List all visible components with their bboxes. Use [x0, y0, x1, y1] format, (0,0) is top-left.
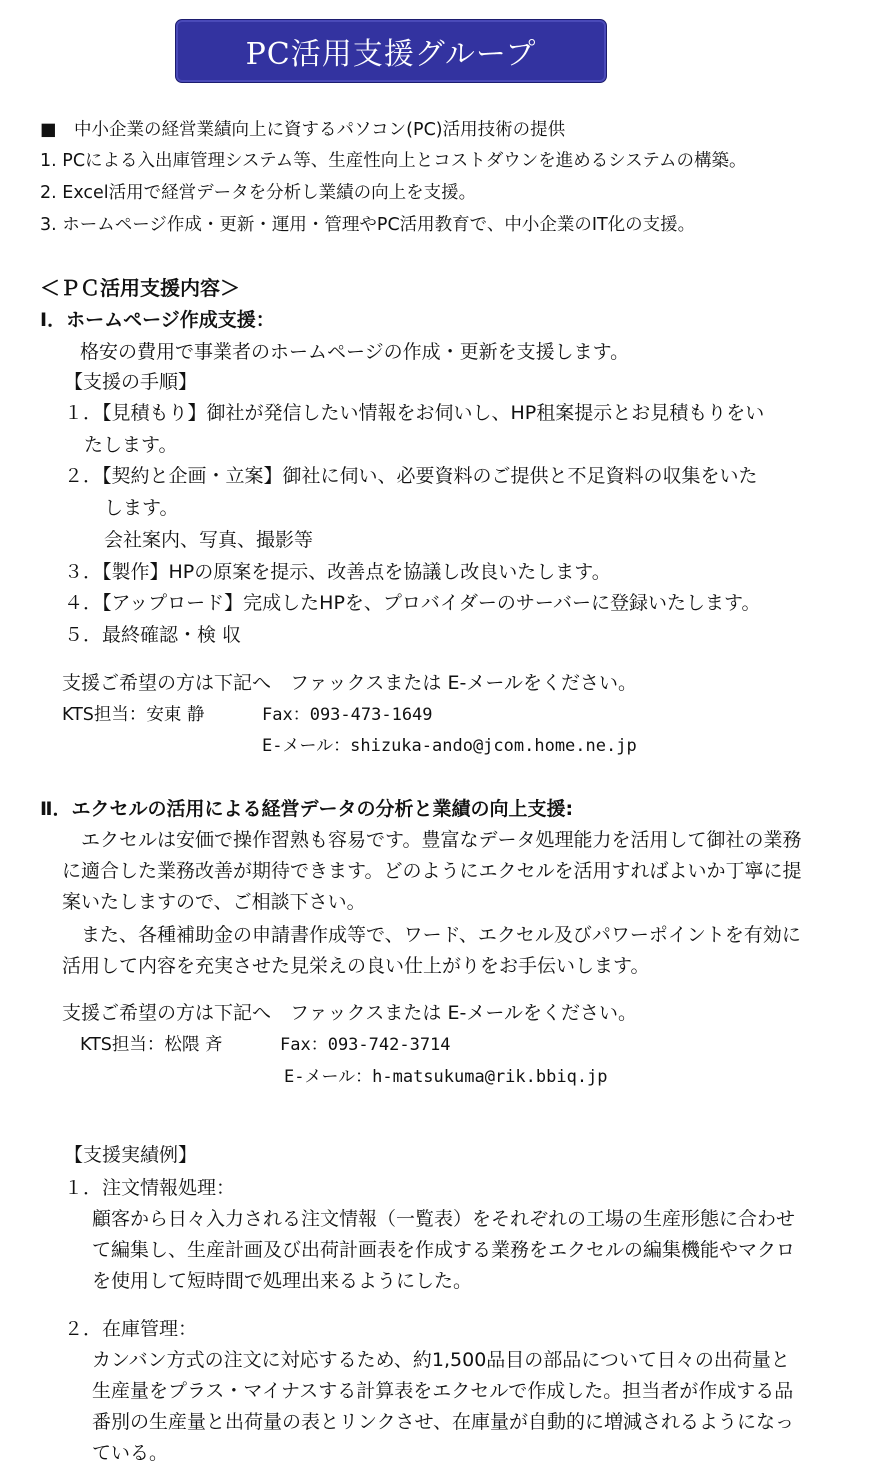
intro-item-1: 1. PCによる入出庫管理システム等、生産性向上とコストダウンを進めるシステムの構築。 [40, 151, 747, 171]
title-banner [175, 19, 607, 83]
intro-item-2: 2. Excel活用で経営データを分析し業績の向上を支援。 [40, 183, 477, 203]
section2-para1-line3: 案いたしますので、ご相談下さい。 [62, 891, 366, 913]
step-5-line1: ５．最終確認・検 収 [64, 624, 242, 646]
content-heading: ＜ＰＣ活用支援内容＞ [40, 276, 240, 300]
section2-contact-email: E-メール：h-matsukuma@rik.bbiq.jp [284, 1067, 608, 1087]
section1-contact-person: KTS担当：安東 静 [62, 705, 205, 725]
case-2-line2: 生産量をプラス・マイナスする計算表をエクセルで作成した。担当者が作成する品 [92, 1380, 794, 1402]
case-2-title: ２．在庫管理： [64, 1318, 198, 1340]
step-1-line2: たします。 [84, 434, 178, 456]
step-2-line1: ２．【契約と企画・立案】御社に伺い、必要資料のご提供と不足資料の収集をいた [64, 465, 758, 487]
section2-contact-lead: 支援ご希望の方は下記へ ファックスまたは E-メールをください。 [62, 1002, 637, 1024]
section1-steps-heading: 【支援の手順】 [64, 371, 198, 393]
page-title: PC活用支援グループ [245, 37, 537, 72]
section2-para1-line2: に適合した業務改善が期待できます。どのようにエクセルを活用すればよいか丁寧に提 [62, 860, 802, 882]
case-1-line1: 顧客から日々入力される注文情報（一覧表）をそれぞれの工場の生産形態に合わせ [92, 1208, 796, 1230]
case-2-line1: カンバン方式の注文に対応するため、約1,500品目の部品について日々の出荷量と [92, 1349, 790, 1371]
case-1-title: １．注文情報処理： [64, 1177, 236, 1199]
section2-para2-line1: また、各種補助金の申請書作成等で、ワード、エクセル及びパワーポイントを有効に [62, 924, 801, 946]
section2-title: Ⅱ．エクセルの活用による経営データの分析と業績の向上支援: [40, 798, 574, 820]
section1-desc: 格安の費用で事業者のホームページの作成・更新を支援します。 [80, 341, 630, 363]
step-3-line1: ３．【製作】HPの原案を提示、改善点を協議し改良いたします。 [64, 561, 611, 583]
step-1-line1: １．【見積もり】御社が発信したい情報をお伺いし、HP租案提示とお見積もりをい [64, 402, 765, 424]
intro-item-3: 3. ホームページ作成・更新・運用・管理やPC活用教育で、中小企業のIT化の支援。 [40, 215, 696, 235]
step-2-line2: します。 [104, 497, 179, 519]
case-1-line3: を使用して短時間で処理出来るようにした。 [92, 1270, 473, 1292]
section2-para1-line1: エクセルは安価で操作習熟も容易です。豊富なデータ処理能力を活用して御社の業務 [62, 829, 802, 851]
section2-para2-line2: 活用して内容を充実させた見栄えの良い仕上がりをお手伝いします。 [62, 955, 650, 977]
cases-heading: 【支援実績例】 [64, 1144, 198, 1166]
intro-heading: ■ 中小企業の経営業績向上に資するパソコン(PC)活用技術の提供 [40, 120, 566, 140]
case-2-line3: 番別の生産量と出荷量の表とリンクさせ、在庫量が自動的に増減されるようになっ [92, 1411, 795, 1433]
section2-contact-person: KTS担当：松隈 斉 [80, 1035, 223, 1055]
section2-contact-fax: Fax：093-742-3714 [280, 1035, 451, 1055]
case-2-line4: ている。 [92, 1442, 169, 1464]
section1-contact-email: E-メール：shizuka-ando@jcom.home.ne.jp [262, 736, 637, 756]
step-2-line3: 会社案内、写真、撮影等 [104, 529, 314, 551]
case-1-line2: て編集し、生産計画及び出荷計画表を作成する業務をエクセルの編集機能やマクロ [92, 1239, 796, 1261]
section1-contact-lead: 支援ご希望の方は下記へ ファックスまたは E-メールをください。 [62, 672, 637, 694]
step-4-line1: ４．【アップロード】完成したHPを、プロバイダーのサーバーに登録いたします。 [64, 592, 761, 614]
section1-title: Ⅰ．ホームページ作成支援： [40, 309, 275, 331]
section1-contact-fax: Fax：093-473-1649 [262, 705, 433, 725]
